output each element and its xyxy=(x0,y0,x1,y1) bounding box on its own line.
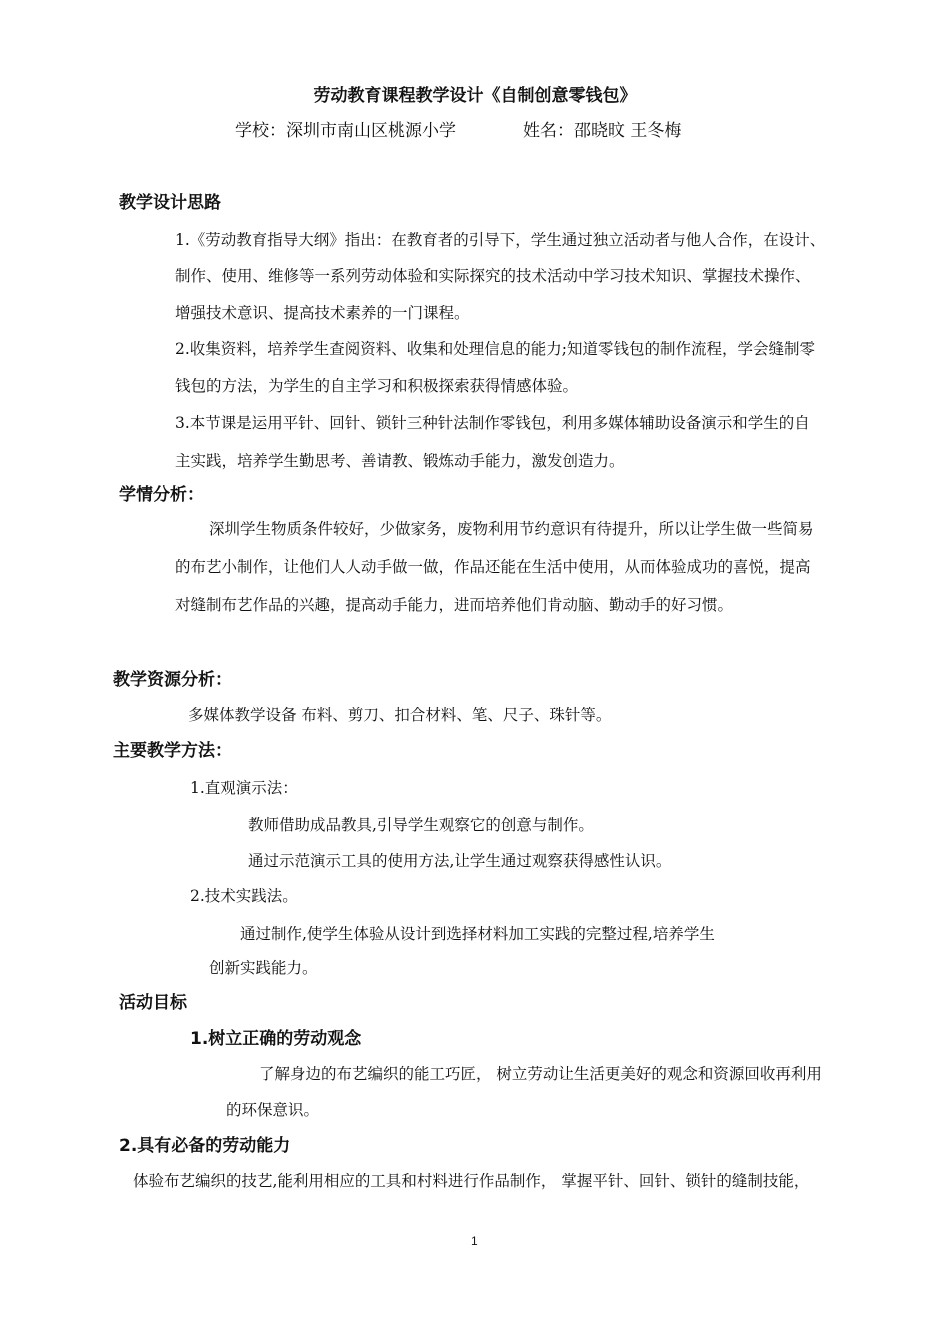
paragraph-line: 了解身边的布艺编织的能工巧匠， 树立劳动让生活更美好的观念和资源回收再利用 xyxy=(259,1065,822,1083)
paragraph-line: 增强技术意识、提高技术素养的一门课程。 xyxy=(175,304,470,322)
paragraph-line: 深圳学生物质条件较好，少做家务，废物利用节约意识有待提升，所以让学生做一些简易 xyxy=(209,520,814,538)
goal-title: 1.树立正确的劳动观念 xyxy=(190,1029,362,1049)
page-title: 劳动教育课程教学设计《自制创意零钱包》 xyxy=(313,86,637,106)
section-heading-analysis: 学情分析： xyxy=(119,485,204,505)
paragraph-line: 3.本节课是运用平针、回针、锁针三种针法制作零钱包，利用多媒体辅助设备演示和学生的自 xyxy=(175,414,810,432)
method-title: 2.技术实践法。 xyxy=(190,887,298,905)
paragraph-line: 通过示范演示工具的使用方法,让学生通过观察获得感性认识。 xyxy=(248,852,672,870)
paragraph-line: 体验布艺编织的技艺,能利用相应的工具和村料进行作品制作， 掌握平针、回针、锁针的缝制技能， xyxy=(133,1172,810,1190)
resources-line: 多媒体教学设备 布料、剪刀、扣合材料、笔、尺子、珠针等。 xyxy=(188,706,612,724)
paragraph-line: 1.《劳动教育指导大纲》指出：在教育者的引导下，学生通过独立活动者与他人合作，在设计、 xyxy=(175,231,826,249)
paragraph-line: 教师借助成品教具,引导学生观察它的创意与制作。 xyxy=(248,816,594,834)
author-label: 姓名：邵晓旼 王冬梅 xyxy=(523,121,682,141)
paragraph-line: 主实践，培养学生勤思考、善请教、锻炼动手能力，激发创造力。 xyxy=(175,452,625,470)
paragraph-line: 的布艺小制作，让他们人人动手做一做，作品还能在生活中使用，从而体验成功的喜悦，提高 xyxy=(175,558,811,576)
paragraph-line: 创新实践能力。 xyxy=(209,959,318,977)
paragraph-line: 通过制作,使学生体验从设计到选择材料加工实践的完整过程,培养学生 xyxy=(240,925,715,943)
paragraph-line: 的环保意识。 xyxy=(226,1101,320,1119)
paragraph-line: 2.收集资料，培养学生查阅资料、收集和处理信息的能力;知道零钱包的制作流程，学会缝制零 xyxy=(175,340,816,358)
section-heading-design: 教学设计思路 xyxy=(119,193,221,213)
page-number: 1 xyxy=(471,1234,478,1248)
paragraph-line: 对缝制布艺作品的兴趣，提高动手能力，进而培养他们肯动脑、勤动手的好习惯。 xyxy=(175,596,734,614)
paragraph-line: 钱包的方法，为学生的自主学习和积极探索获得情感体验。 xyxy=(175,377,579,395)
school-label: 学校：深圳市南山区桃源小学 xyxy=(235,121,456,141)
method-title: 1.直观演示法： xyxy=(190,779,298,797)
paragraph-line: 制作、使用、维修等一系列劳动体验和实际探究的技术活动中学习技术知识、掌握技术操作、 xyxy=(175,267,811,285)
section-heading-goals: 活动目标 xyxy=(119,993,187,1013)
section-heading-resources: 教学资源分析： xyxy=(113,670,232,690)
goal-title: 2.具有必备的劳动能力 xyxy=(119,1136,291,1156)
section-heading-methods: 主要教学方法： xyxy=(113,741,232,761)
